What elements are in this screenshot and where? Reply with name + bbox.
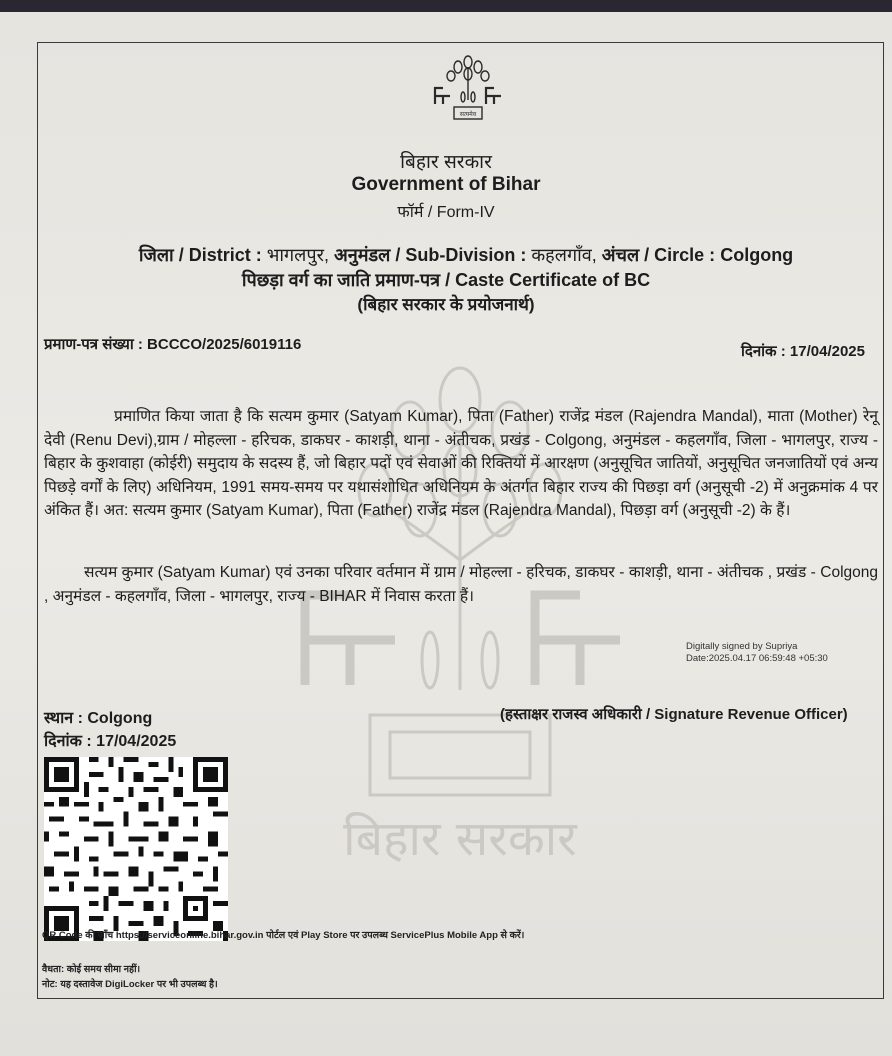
cert-no-value: BCCCO/2025/6019116 [147,336,302,353]
signatory-role: (हस्ताक्षर राजस्व अधिकारी / Signature Revenue Officer) [500,706,848,723]
subdivision-label: अनुमंडल / Sub-Division : [334,245,527,265]
hindi-government-title: बिहार सरकार [400,152,492,173]
certificate-number [44,334,301,354]
certification-paragraph: प्रमाणित किया जाता है कि सत्यम कुमार (Satyam Kumar), पिता (Father) राजेंद्र मंडल (Rajendra Mandal), माता (Mother) रेनू देवी (Renu Devi),ग्राम / मोहल्ला - हरिचक, डाकघर - काशड़ी, थाना - अंतीचक, प्रखंड - Colgong, अनुमंडल - कहलगाँव, जिला - भागलपुर, राज्य - बिहार के कुशवाहा (कोईरी) समुदाय के सदस्य हैं, जो बिहार पदों एवं सेवाओं की रिक्तियों में आरक्षण (अनुसूचित जातियों, अनुसूचित जनजातियों एवं अन्य पिछड़े वर्गों के लिए) अधिनियम, 1991 समय-समय पर यथासंशोधित अधिनियम के अंतर्गत बिहार राज्य की पिछड़ा वर्ग (अनुसूची -2) में अनुक्रमांक 4 पर अंकित हैं। अत: सत्यम कुमार (Satyam Kumar), पिता (Father) राजेंद्र मंडल (Rajendra Mandal), पिछड़ा वर्ग (अनुसूची -2) के हैं। [44,408,878,519]
government-title: Government of Bihar [351,174,541,195]
qr-code [44,757,228,941]
residence-paragraph: सत्यम कुमार (Satyam Kumar) एवं उनका परिवार वर्तमान में ग्राम / मोहल्ला - हरिचक, डाकघर - काशड़ी, थाना - अंतीचक , प्रखंड - Colgong , अनुमंडल - कहलगाँव, जिला - भागलपुर, राज्य - BIHAR में निवास करता हैं। [44,564,878,605]
jurisdiction-line [0,243,892,267]
watermark-text: बिहार सरकार [343,811,577,867]
digital-sign-date: Date:2025.04.17 06:59:48 +05:30 [686,653,828,664]
signature-date: दिनांक : 17/04/2025 [44,733,177,750]
district-label: जिला / District : [138,245,262,265]
cert-no-label: प्रमाण-पत्र संख्या : [44,336,143,353]
digital-signature [686,641,828,665]
certificate-title: पिछड़ा वर्ग का जाति प्रमाण-पत्र / Caste Certificate of BC [241,270,651,290]
validity-note: वैधता: कोई समय सीमा नहीं। [42,964,141,975]
issue-date [741,341,865,361]
circle-label: अंचल / Circle : [601,245,716,265]
issue-date-label: दिनांक : [741,343,786,360]
certificate-purpose: (बिहार सरकार के प्रयोजनार्थ) [357,295,535,314]
subdivision-value: कहलगाँव, [531,245,597,265]
digilocker-note: नोट: यह दस्तावेज DigiLocker पर भी उपलब्ध है। [42,979,218,990]
issue-date-value: 17/04/2025 [789,343,865,360]
qr-verification-note: QR Code की जाँच https://serviceonline.bihar.gov.in पोर्टल एवं Play Store पर उपलब्ध ServicePlus Mobile App से करें। [42,930,525,941]
district-value: भागलपुर, [266,245,329,265]
bihar-emblem-icon [430,54,506,122]
digital-signer: Digitally signed by Supriya [686,641,798,652]
place-of-issue: स्थान : Colgong [44,710,153,727]
emblem-label: सत्यमेव [459,111,477,118]
circle-value: Colgong [720,245,794,265]
form-number: फॉर्म / Form-IV [397,204,495,221]
